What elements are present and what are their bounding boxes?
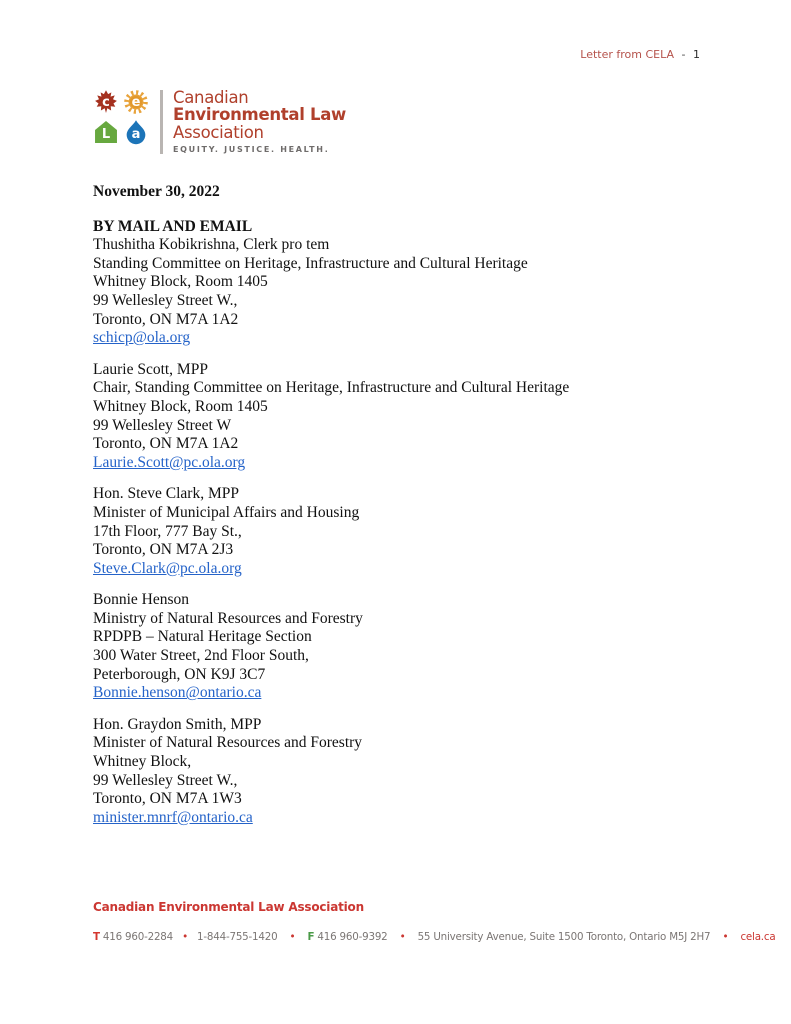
letter-body — [93, 183, 673, 840]
email-row — [93, 329, 673, 348]
address-line: Ministry of Natural Resources and Forestry — [93, 609, 363, 627]
address-line: Toronto, ON M7A 1A2 — [93, 310, 239, 328]
logo-letter-l: L — [101, 127, 111, 142]
delivery-method: BY MAIL AND EMAIL — [93, 217, 253, 235]
address-line: 99 Wellesley Street W., — [93, 291, 238, 309]
bullet-separator: • — [399, 931, 406, 943]
address-line: Toronto, ON M7A 2J3 — [93, 541, 234, 559]
email-link[interactable]: Bonnie.henson@ontario.ca — [93, 684, 262, 702]
email-row — [93, 684, 673, 703]
email-row — [93, 809, 673, 828]
address-line: 17th Floor, 777 Bay St., — [93, 522, 242, 540]
page-header — [0, 48, 700, 61]
logo-tagline: EQUITY. JUSTICE. HEALTH. — [173, 144, 330, 154]
logo-letter-a: a — [131, 127, 141, 142]
sun-icon — [123, 89, 149, 115]
office-address: 55 University Avenue, Suite 1500 Toronto, Ontario M5J 2H7 — [417, 931, 711, 943]
address-line: Minister of Municipal Affairs and Housing — [93, 503, 360, 521]
maple-leaf-icon — [93, 89, 119, 115]
email-link[interactable]: Steve.Clark@pc.ola.org — [93, 559, 242, 577]
email-row — [93, 560, 673, 579]
footer-org-name: Canadian Environmental Law Association — [93, 900, 364, 914]
recipient-block — [93, 716, 673, 828]
logo-divider — [160, 90, 163, 154]
header-separator: - — [681, 48, 686, 61]
address-line: Standing Committee on Heritage, Infrastructure and Cultural Heritage — [93, 254, 528, 272]
address-line: Peterborough, ON K9J 3C7 — [93, 665, 266, 683]
phone-number-1: 416 960-2284 — [102, 931, 174, 943]
water-drop-icon — [123, 119, 149, 145]
logo-letter-e: e — [131, 94, 141, 110]
email-link[interactable]: minister.mnrf@ontario.ca — [93, 808, 253, 826]
doc-title: Letter from CELA — [580, 48, 675, 61]
email-link[interactable]: schicp@ola.org — [93, 329, 191, 347]
recipient-block — [93, 591, 673, 703]
email-link[interactable]: Laurie.Scott@pc.ola.org — [93, 453, 246, 471]
bullet-separator: • — [289, 931, 296, 943]
address-line: Whitney Block, — [93, 753, 192, 771]
recipient-block — [93, 361, 673, 473]
address-line: Minister of Natural Resources and Forestry — [93, 734, 363, 752]
address-line: Thushitha Kobikrishna, Clerk pro tem — [93, 236, 330, 254]
address-line: Hon. Steve Clark, MPP — [93, 485, 239, 503]
page-number: 1 — [693, 48, 700, 61]
recipient-block — [93, 218, 673, 348]
footer-contact-line — [93, 931, 775, 943]
address-line: 300 Water Street, 2nd Floor South, — [93, 647, 309, 665]
logo-wordmark — [173, 89, 346, 154]
address-line: Toronto, ON M7A 1A2 — [93, 435, 239, 453]
recipient-block — [93, 485, 673, 578]
address-line: 99 Wellesley Street W — [93, 416, 232, 434]
address-line: Whitney Block, Room 1405 — [93, 273, 268, 291]
address-line: Hon. Graydon Smith, MPP — [93, 715, 262, 733]
fax-label: F — [307, 931, 315, 943]
phone-number-2: 1-844-755-1420 — [197, 931, 278, 943]
address-line: Toronto, ON M7A 1W3 — [93, 790, 242, 808]
address-line: 99 Wellesley Street W., — [93, 771, 238, 789]
logo-letter-c: c — [102, 94, 110, 110]
house-icon — [93, 119, 119, 145]
logo-wordmark-line2: Environmental Law — [173, 105, 346, 125]
recipients — [93, 218, 673, 828]
address-line: Whitney Block, Room 1405 — [93, 397, 268, 415]
email-row — [93, 454, 673, 473]
address-line: Laurie Scott, MPP — [93, 360, 208, 378]
cela-logo — [93, 89, 346, 154]
letter-date: November 30, 2022 — [93, 183, 220, 200]
logo-wordmark-line3: Association — [173, 122, 264, 142]
footer-website-link[interactable]: cela.ca — [740, 931, 776, 943]
phone-label: T — [93, 931, 100, 943]
bullet-separator: • — [182, 931, 188, 943]
logo-wordmark-line1: Canadian — [173, 88, 249, 107]
address-line: Chair, Standing Committee on Heritage, Infrastructure and Cultural Heritage — [93, 379, 570, 397]
fax-number: 416 960-9392 — [317, 931, 388, 943]
address-line: Bonnie Henson — [93, 591, 190, 609]
bullet-separator: • — [722, 931, 729, 943]
address-line: RPDPB – Natural Heritage Section — [93, 628, 312, 646]
logo-icon-grid — [93, 89, 149, 145]
